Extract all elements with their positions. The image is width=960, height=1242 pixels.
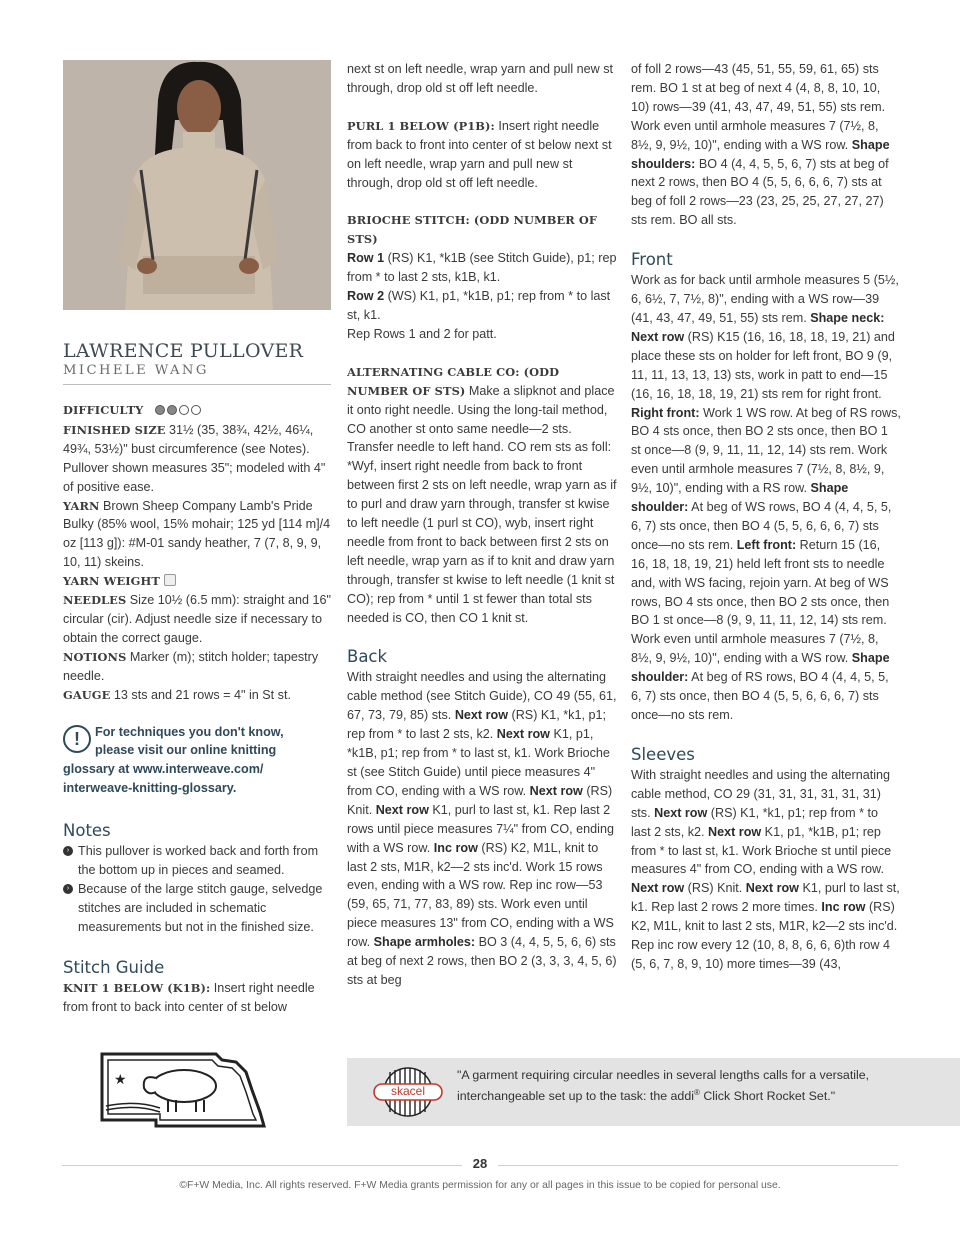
back-text: BO 3 (4, 4, 5, 5, 6, 6) sts at beg of next 2 rows, then BO 2 (3, 3, 3, 4, 5, 6) sts at beg — [347, 935, 617, 987]
difficulty-dot — [155, 405, 165, 415]
k1b-text: Insert right needle from front to back into center of st below — [63, 980, 315, 1014]
nebraska-sheep-icon — [96, 1050, 276, 1132]
column-3 — [631, 60, 901, 974]
back-text: (RS) K1, *k1, p1; rep from * to last 2 sts, k2. — [347, 708, 606, 742]
back-text: (RS) K2, M1L, knit to last 2 sts, M1R, k2—2 sts inc'd. Work 15 rows even, ending with a WS row. Rep inc row—53 (59, 65, 71, 77, 83, 89) sts. Work even until piece measures 13" from CO, ending with a WS row. — [347, 840, 614, 950]
front-text: At beg of RS rows, BO 4 (4, 4, 5, 5, 6, 7) sts once, then BO 4 (5, 5, 6, 6, 6, 7) sts once—no sts rem. — [631, 670, 889, 722]
alt-cable-label: ALTERNATING CABLE CO: (ODD NUMBER OF STS) — [347, 364, 560, 398]
registered-mark: ® — [693, 1088, 700, 1097]
back-text: BO 4 (4, 4, 5, 5, 6, 7) sts at beg of next 2 rows, then BO 4 (5, 5, 6, 6, 6, 7) sts at beg of foll 2 rows—23 (23, 25, 25, 27, 27, 27) sts rem. BO all sts. — [631, 156, 889, 228]
model-photo — [63, 60, 331, 310]
front-text: At beg of WS rows, BO 4 (4, 4, 5, 5, 6, 7) sts once, then BO 4 (5, 5, 6, 6, 6, 7) sts once—no sts rem. — [631, 500, 892, 552]
tip-link[interactable]: interweave-knitting-glossary. — [63, 781, 237, 796]
step-label: Next row — [654, 805, 708, 820]
back-heading: Back — [347, 647, 388, 667]
step-label: Inc row — [821, 900, 866, 915]
difficulty-label: DIFFICULTY — [63, 403, 144, 417]
tip-link[interactable]: glossary at www.interweave.com/ — [63, 762, 264, 777]
gauge — [63, 686, 331, 705]
sleeves-text: K1, p1, *k1B, p1; rep from * to last st, k1. Work Brioche st until piece measures 4" from CO, ending with a WS row. — [631, 824, 892, 877]
exclamation-icon: ! — [63, 725, 91, 753]
finished-size-label: FINISHED SIZE — [63, 422, 166, 437]
step-label: Right front: — [631, 405, 700, 420]
bullet-icon: › — [63, 884, 73, 894]
difficulty-rating — [155, 402, 203, 421]
difficulty-dot — [191, 405, 201, 415]
front-text: Work 1 WS row. At beg of RS rows, BO 4 sts once, then BO 2 sts once, then BO 1 st once—8 (9, 9, 11, 11, 12, 14) sts rem. Work even until armhole measures 7 (7½, 8, 8½, 9, 9½, 10)", ending with a RS row. — [631, 405, 901, 496]
brioche-heading — [347, 211, 617, 249]
sleeves-text: (RS) Knit. — [684, 881, 746, 896]
column-1 — [63, 60, 331, 1016]
step-label: Next row — [496, 727, 550, 742]
needles-label: NEEDLES — [63, 593, 127, 608]
difficulty-line — [63, 401, 331, 421]
k1b-definition — [63, 979, 331, 1017]
step-label: Shape shoulder: — [631, 651, 890, 685]
yarn-weight — [63, 572, 331, 591]
sleeves-text: (RS) K1, *k1, p1; rep from * to last 2 sts, k2. — [631, 805, 879, 839]
yarn-label: YARN — [63, 498, 100, 513]
list-item — [63, 880, 331, 937]
brioche-row-2 — [347, 287, 617, 325]
back-continued — [631, 60, 901, 230]
bullet-icon: › — [63, 846, 73, 856]
glossary-tip — [63, 723, 331, 799]
k1b-continued: next st on left needle, wrap yarn and pull new st through, drop old st off left needle. — [347, 62, 614, 95]
needles-text: Size 10½ (6.5 mm): straight and 16" circular (cir). Adjust needle size if necessary to obtain the correct gauge. — [63, 593, 331, 645]
yarn-weight-label: YARN WEIGHT — [63, 574, 160, 589]
sponsor-quote — [457, 1066, 887, 1105]
gauge-text: 13 sts and 21 rows = 4" in St st. — [110, 687, 291, 702]
note-text: This pullover is worked back and forth from the bottom up in pieces and seamed. — [78, 844, 319, 878]
row-label: Row 1 — [347, 251, 385, 266]
front-text: (RS) K15 (16, 16, 18, 18, 19, 21) and place these sts on holder for left front, BO 9 (9, 11, 11, 13, 13, 13) sts, work in patt to end—15 (16, 16, 18, 18, 19, 21) sts rem for right front. — [631, 329, 895, 401]
step-label: Shape armholes: — [373, 935, 476, 950]
brioche-label: BRIOCHE STITCH: (ODD NUMBER OF STS) — [347, 213, 598, 247]
quote-text: Click Short Rocket Set." — [699, 1089, 836, 1104]
k1b-label: KNIT 1 BELOW (K1B): — [63, 980, 211, 995]
back-text: With straight needles and using the alternating cable method (see Stitch Guide), CO 49 (55, 61, 67, 73, 79, 85) sts. — [347, 670, 617, 723]
notes-list — [63, 842, 331, 937]
step-label: Shape shoulder: — [631, 481, 849, 515]
finished-size — [63, 421, 331, 497]
step-label: Next row — [529, 783, 583, 798]
yarn-weight-icon — [164, 574, 176, 586]
step-label: Shape shoulders: — [631, 137, 890, 171]
p1b-definition — [347, 117, 617, 193]
back-text: K1, purl to last st, k1. Rep last 2 rows until piece measures 7¼" from CO, ending with a WS row. — [347, 802, 614, 855]
p1b-text: Insert right needle from back to front into center of st below next st on left needle, wrap yarn and pull new st through, drop old st off left needle. — [347, 118, 612, 190]
model-illustration — [63, 60, 331, 310]
step-label: Next row — [454, 708, 508, 723]
designer-name: MICHELE WANG — [63, 362, 331, 385]
sleeves-text: With straight needles and using the alternating cable method, CO 29 (31, 31, 31, 31, 31, 31) sts. — [631, 767, 891, 820]
notes-heading: Notes — [63, 821, 111, 841]
yarn — [63, 497, 331, 573]
front-text: Work as for back until armhole measures 5 (5½, 6, 6½, 7, 7½, 8)", ending with a WS row—39 (41, 43, 47, 49, 51, 55) sts rem. — [631, 273, 899, 325]
step-label: Next row — [708, 824, 762, 839]
notions — [63, 648, 331, 686]
brioche-repeat: Rep Rows 1 and 2 for patt. — [347, 326, 497, 341]
difficulty-dot — [179, 405, 189, 415]
alternating-cable-co — [347, 363, 617, 628]
step-label: Next row — [631, 881, 685, 896]
p1b-label: PURL 1 BELOW (P1B): — [347, 118, 495, 133]
back-text: of foll 2 rows—43 (45, 51, 55, 59, 61, 65) sts rem. BO 1 st at beg of next 4 (4, 8, 8, 10, 10, 10) rows—39 (41, 43, 47, 49, 51, 55) sts rem. Work even until armhole measures 7 (7½, 8, 8½, 9, 9½, 10)", ending with a WS row. — [631, 62, 886, 152]
back-text: (RS) Knit. — [347, 783, 613, 817]
front-heading: Front — [631, 250, 673, 270]
page-number: 28 — [472, 1156, 488, 1171]
tip-line: please visit our online knitting — [95, 743, 277, 758]
step-label: Next row — [375, 802, 429, 817]
sleeves-instructions — [631, 766, 901, 974]
step-label: Inc row — [433, 840, 478, 855]
gauge-label: GAUGE — [63, 687, 111, 702]
tip-line: For techniques you don't know, — [95, 724, 284, 739]
sponsor-band — [347, 1058, 960, 1126]
front-instructions — [631, 271, 901, 725]
column-2 — [347, 60, 617, 990]
brioche-row-1 — [347, 249, 617, 287]
stitch-guide-heading: Stitch Guide — [63, 957, 165, 977]
sleeves-heading: Sleeves — [631, 744, 695, 764]
copyright-notice: ©F+W Media, Inc. All rights reserved. F+W Media grants permission for any or all pages in this issue to be copied for personal use. — [179, 1180, 781, 1191]
skacel-logo-text: skacel — [390, 1084, 425, 1098]
back-instructions — [347, 668, 617, 989]
difficulty-dot — [167, 405, 177, 415]
row-text: (RS) K1, *k1B (see Stitch Guide), p1; rep from * to last 2 sts, k1B, k1. — [347, 251, 617, 285]
quote-text: "A garment requiring circular needles in several lengths calls for a versatile, interchangeable set up to the task: the addi — [457, 1068, 870, 1104]
row-text: (WS) K1, p1, *k1B, p1; rep from * to last st, k1. — [347, 289, 611, 322]
step-label: Shape neck: Next row — [631, 310, 885, 344]
needles — [63, 591, 331, 648]
svg-text:★: ★ — [114, 1072, 127, 1088]
list-item — [63, 842, 331, 880]
notions-label: NOTIONS — [63, 649, 127, 664]
note-text: Because of the large stitch gauge, selvedge stitches are included in schematic measurements but not in the finished size. — [78, 881, 323, 934]
yarn-text: Brown Sheep Company Lamb's Pride Bulky (85% wool, 15% mohair; 125 yd [114 m]/4 oz [113 g]): #M-01 sandy heather, 7 (7, 8, 9, 9, 10, 11) skeins. — [63, 498, 331, 570]
finished-size-text: 31½ (35, 38¾, 42½, 46¼, 49¾, 53½)" bust circumference (see Notes). Pullover shown measures 35"; modeled with 4" of positive ease. — [63, 422, 326, 494]
step-label: Left front: — [736, 537, 797, 552]
back-text: K1, p1, *k1B, p1; rep from * to last st, k1. Work Brioche st (see Stitch Guide) until piece measures 4" from CO, ending with a WS row. — [347, 727, 610, 798]
row-label: Row 2 — [347, 289, 385, 304]
step-label: Next row — [745, 881, 799, 896]
sleeves-text: (RS) K2, M1L, knit to last 2 sts, M1R, k2—2 sts inc'd. Rep inc row every 12 (10, 8, 8, 6, 6, 6)th row 4 (5, 6, 7, 8, 9, 10) more times—39 (43, — [631, 900, 898, 971]
pattern-title: LAWRENCE PULLOVER — [63, 340, 304, 362]
front-text: Return 15 (16, 16, 18, 18, 19, 21) held left front sts to needle and, with WS facing, rejoin yarn. At beg of WS rows, BO 4 sts once, then BO 2 sts once, then BO 1 st once—8 (9, 9, 11, 11, 12, 14) sts rem. Work even until armhole measures 7 (7½, 8, 8½, 9, 9½, 10)", ending with a WS row. — [631, 537, 890, 666]
sleeves-text: K1, purl to last st, k1. Rep last 2 rows 2 more times. — [631, 881, 900, 915]
notions-text: Marker (m); stitch holder; tapestry needle. — [63, 649, 319, 683]
alt-cable-text: Make a slipknot and place it onto right needle. Using the long-tail method, CO another st onto same needle—2 sts. Transfer needle to left hand. CO rem sts as foll: *Wyf, insert right needle from back to front between first 2 sts on left needle, wrap yarn as if to purl and draw yarn through, transfer st kwise to left needle (1 purl st CO), wyb, insert right needle from front to back between first 2 sts on left needle, wrap yarn as if to knit and draw yarn through, transfer st kwise to left needle (1 knit st CO); rep from * until 1 st fewer than total sts needed is CO, then CO 1 knit st. — [347, 383, 617, 625]
